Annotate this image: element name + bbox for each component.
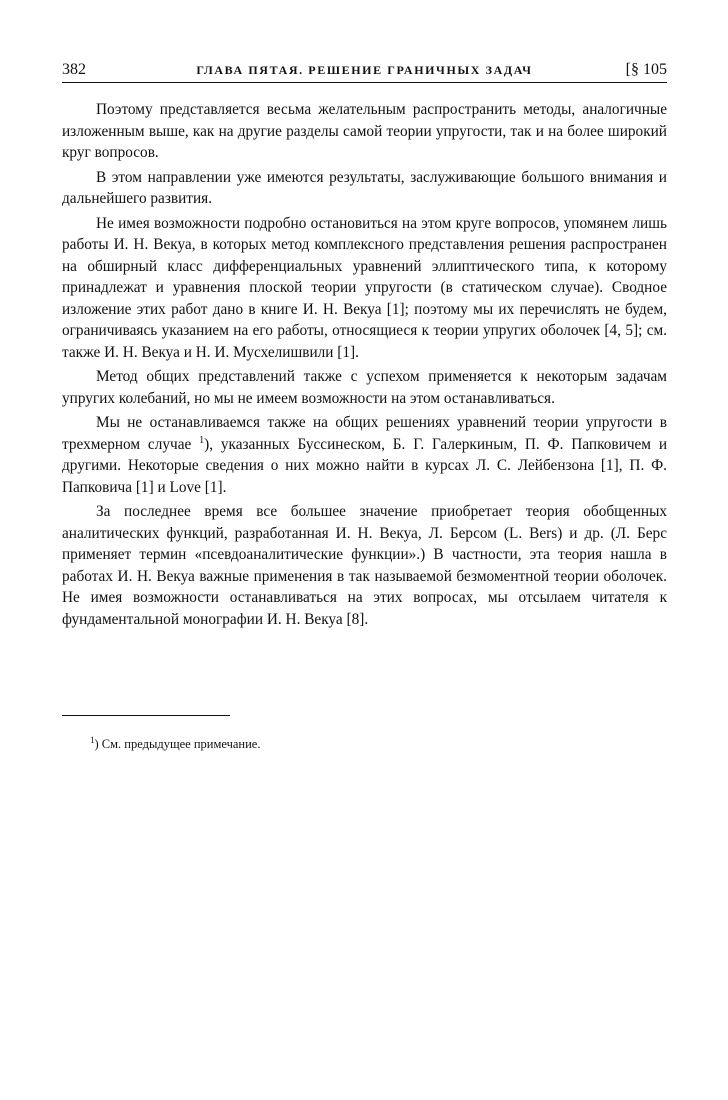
paragraph: Поэтому представляется весьма желательным распространить методы, аналогичные изложенным выше, как на другие разделы самой теории упругости, так и на более широкий круг вопросов.: [62, 101, 667, 161]
footnote: [90, 731, 261, 753]
paragraph-text: ), указанных Буссинеском, Б. Г. Галеркиным, П. Ф. Папковичем и другими. Некоторые сведения о них можно найти в курсах Л. С. Лейбензона [1], П. Ф. Папковича [1] и Love [1].: [62, 435, 668, 496]
paragraph: [62, 412, 667, 498]
paragraph: Не имея возможности подробно остановиться на этом круге вопросов, упомянем лишь работы И. Н. Векуа, в которых метод комплексного представления решения распространен на обширный класс дифференциальных уравнений эллиптического типа, к которому принадлежат и уравнения плоской теории упругости (в статическом случае). Сводное изложение этих работ дано в книге И. Н. Векуа [1]; поэтому мы их перечислять не будем, ограничиваясь указанием на его работы, относящиеся к теории упругих оболочек [4, 5]; см. также И. Н. Векуа и Н. И. Мусхелишвили [1].: [62, 214, 667, 361]
running-header: [62, 58, 667, 83]
paragraph: В этом направлении уже имеются результаты, заслуживающие большого внимания и дальнейшего развития.: [62, 168, 667, 207]
running-title: ГЛАВА ПЯТАЯ. РЕШЕНИЕ ГРАНИЧНЫХ ЗАДАЧ: [196, 63, 533, 77]
paragraph: За последнее время все большее значение приобретает теория обобщенных аналитических функций, разработанная И. Н. Векуа, Л. Берсом (L. Bers) и др. (Л. Берс применяет термин «псевдоаналитические функции».) В частности, эта теория нашла в работах И. Н. Векуа важные применения в так называемой безмоментной теории оболочек. Не имея возможности останавливаться на этих вопросах, мы отсылаем читателя к фундаментальной монографии И. Н. Векуа [8].: [62, 503, 667, 628]
footnote-divider: [62, 715, 230, 716]
footnote-mark: 1: [90, 735, 95, 745]
paragraph: Метод общих представлений также с успехом применяется к некоторым задачам упругих колебаний, но мы не имеем возможности на этом останавливаться.: [62, 368, 667, 407]
main-text: [62, 99, 667, 633]
footnote-reference[interactable]: 1: [199, 434, 205, 446]
paragraph-text: Мы не останавливаемся также на общих решениях уравнений теории упругости в трехмерном случае: [62, 414, 667, 453]
section-number: [§ 105: [625, 61, 667, 78]
footnote-text: ) См. предыдущее примечание.: [94, 737, 261, 752]
page-number: 382: [62, 61, 86, 78]
